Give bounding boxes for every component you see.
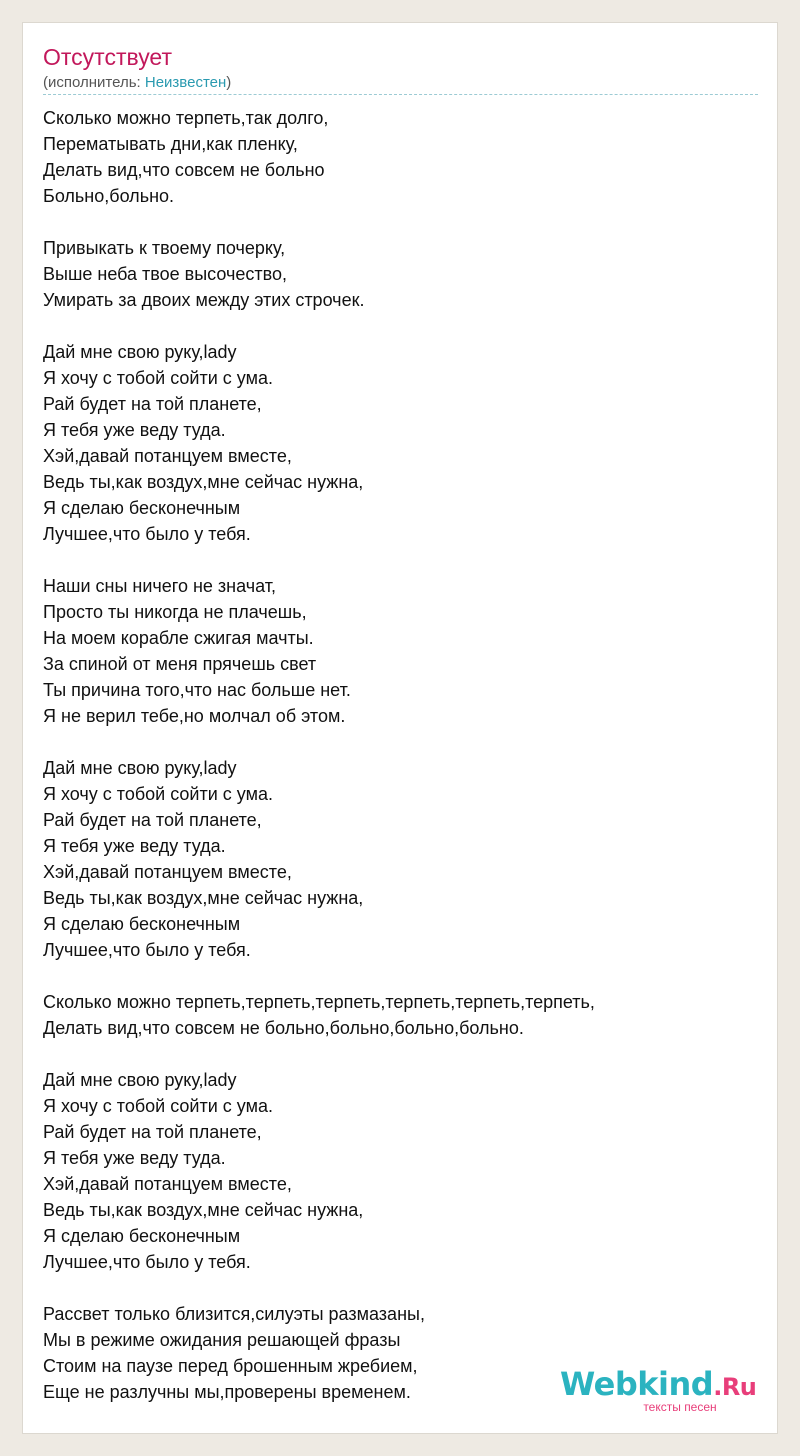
lyrics-line: Я сделаю бесконечным bbox=[43, 1226, 241, 1246]
lyrics-line: Делать вид,что совсем не больно,больно,больно,больно. bbox=[43, 1018, 524, 1038]
lyrics-line: Я хочу с тобой сойти с ума. bbox=[43, 1096, 273, 1116]
lyrics-line: Сколько можно терпеть,так долго, bbox=[43, 108, 329, 128]
lyrics-line: Дай мне свою руку,lady bbox=[43, 758, 237, 778]
brand-name: Webkind bbox=[560, 1365, 714, 1403]
lyrics-line: Выше неба твое высочество, bbox=[43, 264, 288, 284]
lyrics-line: Просто ты никогда не плачешь, bbox=[43, 602, 307, 622]
webkind-logo[interactable] bbox=[560, 1365, 757, 1414]
lyrics-line: Ты причина того,что нас больше нет. bbox=[43, 680, 351, 700]
lyrics-line: Я хочу с тобой сойти с ума. bbox=[43, 368, 273, 388]
lyrics-line: На моем корабле сжигая мачты. bbox=[43, 628, 314, 648]
artist-suffix: ) bbox=[226, 74, 232, 91]
lyrics-line: Хэй,давай потанцуем вместе, bbox=[43, 862, 292, 882]
lyrics-line: Я тебя уже веду туда. bbox=[43, 836, 226, 856]
lyrics-line: Я тебя уже веду туда. bbox=[43, 1148, 226, 1168]
lyrics-line: Рассвет только близится,силуэты размазаны, bbox=[43, 1304, 425, 1324]
lyrics-line: Я тебя уже веду туда. bbox=[43, 420, 226, 440]
lyrics-line: Мы в режиме ожидания решающей фразы bbox=[43, 1330, 401, 1350]
lyrics-line: Дай мне свою руку,lady bbox=[43, 342, 237, 362]
lyrics-stanza bbox=[43, 573, 763, 729]
title-divider bbox=[43, 94, 758, 95]
artist-line bbox=[43, 73, 231, 93]
lyrics-line: За спиной от меня прячешь свет bbox=[43, 654, 317, 674]
lyrics-line: Лучшее,что было у тебя. bbox=[43, 940, 251, 960]
lyrics-text bbox=[43, 105, 763, 1405]
lyrics-stanza bbox=[43, 105, 763, 209]
brand-tagline: тексты песен bbox=[643, 1400, 717, 1414]
lyrics-line: Перематывать дни,как пленку, bbox=[43, 134, 298, 154]
lyrics-stanza bbox=[43, 339, 763, 547]
lyrics-stanza bbox=[43, 989, 763, 1041]
lyrics-line: Я сделаю бесконечным bbox=[43, 914, 241, 934]
lyrics-line: Я не верил тебе,но молчал об этом. bbox=[43, 706, 346, 726]
lyrics-line: Я хочу с тобой сойти с ума. bbox=[43, 784, 273, 804]
lyrics-line: Лучшее,что было у тебя. bbox=[43, 1252, 251, 1272]
lyrics-line: Стоим на паузе перед брошенным жребием, bbox=[43, 1356, 418, 1376]
lyrics-line: Хэй,давай потанцуем вместе, bbox=[43, 446, 292, 466]
lyrics-line: Рай будет на той планете, bbox=[43, 810, 262, 830]
lyrics-line: Лучшее,что было у тебя. bbox=[43, 524, 251, 544]
lyrics-card bbox=[22, 22, 778, 1434]
lyrics-line: Ведь ты,как воздух,мне сейчас нужна, bbox=[43, 888, 364, 908]
lyrics-line: Хэй,давай потанцуем вместе, bbox=[43, 1174, 292, 1194]
lyrics-line: Ведь ты,как воздух,мне сейчас нужна, bbox=[43, 1200, 364, 1220]
song-title: Отсутствует bbox=[43, 44, 172, 70]
artist-prefix: (исполнитель: bbox=[43, 74, 145, 91]
lyrics-line: Делать вид,что совсем не больно bbox=[43, 160, 325, 180]
lyrics-line: Рай будет на той планете, bbox=[43, 394, 262, 414]
lyrics-stanza bbox=[43, 235, 763, 313]
lyrics-stanza bbox=[43, 1067, 763, 1275]
lyrics-line: Сколько можно терпеть,терпеть,терпеть,терпеть,терпеть,терпеть, bbox=[43, 992, 595, 1012]
lyrics-line: Умирать за двоих между этих строчек. bbox=[43, 290, 365, 310]
lyrics-line: Еще не разлучны мы,проверены временем. bbox=[43, 1382, 411, 1402]
brand-tld: .Ru bbox=[713, 1373, 757, 1401]
lyrics-line: Ведь ты,как воздух,мне сейчас нужна, bbox=[43, 472, 364, 492]
lyrics-line: Я сделаю бесконечным bbox=[43, 498, 241, 518]
lyrics-line: Больно,больно. bbox=[43, 186, 175, 206]
lyrics-stanza bbox=[43, 755, 763, 963]
lyrics-line: Наши сны ничего не значат, bbox=[43, 576, 276, 596]
artist-link[interactable]: Неизвестен bbox=[144, 74, 227, 91]
lyrics-line: Привыкать к твоему почерку, bbox=[43, 238, 286, 258]
lyrics-line: Дай мне свою руку,lady bbox=[43, 1070, 237, 1090]
lyrics-line: Рай будет на той планете, bbox=[43, 1122, 262, 1142]
